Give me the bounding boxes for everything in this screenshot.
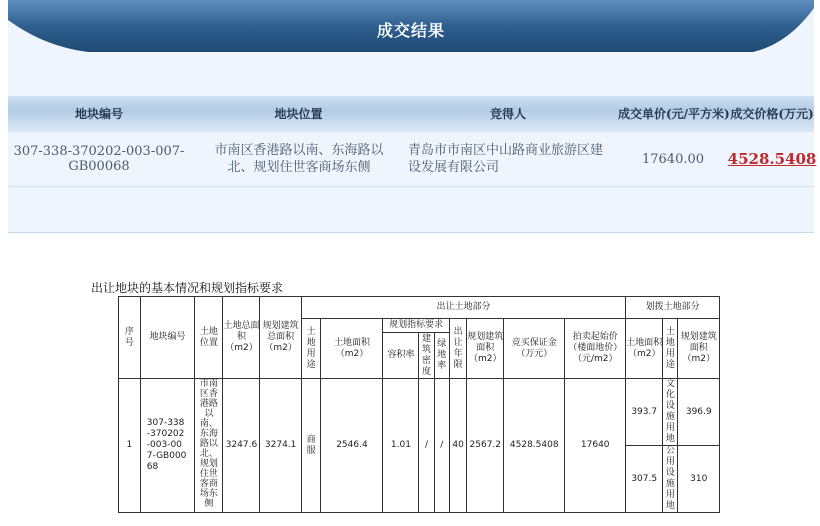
- td-location: 市南区香港路以南、东海路以北、规划住世客商场东侧: [195, 379, 223, 513]
- cell-unit-price: 17640.00: [641, 151, 705, 167]
- total-price-link[interactable]: 4528.5408: [727, 150, 817, 168]
- td-tr-land-use-2: 公用设施用地: [663, 446, 678, 513]
- th-green-ratio: 绿地率: [434, 333, 449, 379]
- header-unit-price: 成交单价(元/平方米): [618, 107, 730, 121]
- spec-table: [118, 296, 720, 513]
- panel-title: 成交结果: [376, 21, 445, 40]
- th-term: 出让年限: [449, 319, 466, 379]
- result-data-row: [8, 134, 817, 184]
- td-land-use: 商服: [301, 379, 321, 513]
- td-term: 40: [449, 379, 466, 513]
- td-deposit: 4528.5408: [504, 379, 565, 513]
- th-tr-land-use: 土地用途: [663, 319, 678, 379]
- th-tr-land-area: 土地面积（m2）: [626, 319, 663, 379]
- th-total-area: 土地总面积（m2）: [223, 297, 260, 379]
- spec-heading: 出让地块的基本情况和规划指标要求: [91, 281, 284, 295]
- cell-total-price[interactable]: [727, 134, 817, 184]
- th-planned-building-area: 规划建筑面积（m2）: [467, 319, 504, 379]
- cell-location: 市南区香港路以南、东海路以北、规划住世客商场东侧: [214, 143, 384, 175]
- td-seq: 1: [119, 379, 141, 513]
- td-green-ratio: /: [434, 379, 449, 513]
- row-divider: [8, 186, 814, 187]
- th-building-density: 建筑密度: [419, 333, 434, 379]
- cell-winner: 青岛市市南区中山路商业旅游区建设发展有限公司: [408, 143, 604, 175]
- th-planning-indicators: 规划指标要求: [383, 319, 449, 333]
- th-plot-ratio: 容积率: [383, 333, 419, 379]
- th-tr-building-area: 规划建筑面积（m2）: [678, 319, 720, 379]
- td-land-area: 2546.4: [321, 379, 383, 513]
- th-seq: 序号: [119, 297, 141, 379]
- td-tr-land-area-2: 307.5: [626, 446, 663, 513]
- th-land-area: 土地面积（m2）: [321, 319, 383, 379]
- td-tr-building-area-2: 310: [678, 446, 720, 513]
- th-land-use: 土地用途: [301, 319, 321, 379]
- td-tr-land-area-1: 393.7: [626, 379, 663, 446]
- td-planned-building-area: 2567.2: [467, 379, 504, 513]
- th-deposit: 竞买保证金（万元）: [504, 319, 565, 379]
- td-building-density: /: [419, 379, 434, 513]
- th-total-building-area: 规划建筑总面积（m2）: [260, 297, 301, 379]
- td-total-area: 3247.6: [223, 379, 260, 513]
- th-location: 土地位置: [195, 297, 223, 379]
- th-sold-part: 出让土地部分: [301, 297, 625, 319]
- panel-divider: [8, 232, 814, 233]
- header-parcel-no: 地块编号: [74, 107, 123, 121]
- header-location: 地块位置: [274, 107, 323, 121]
- th-parcel-no: 地块编号: [140, 297, 194, 379]
- header-winner: 竞得人: [489, 107, 526, 121]
- td-total-building-area: 3274.1: [260, 379, 301, 513]
- th-start-price: 拍卖起始价（楼面地价）（元/m2）: [565, 319, 626, 379]
- td-plot-ratio: 1.01: [383, 379, 419, 513]
- result-header-row: [8, 96, 814, 132]
- td-tr-building-area-1: 396.9: [678, 379, 720, 446]
- cell-parcel-no: 307-338-370202-003-007-GB00068: [13, 144, 185, 174]
- td-tr-land-use-1: 文化设施用地: [663, 379, 678, 446]
- header-total-price: 成交价格(万元): [730, 107, 814, 121]
- th-transfer-part: 划拨土地部分: [626, 297, 720, 319]
- td-parcel-no: 307-338-370202-003-007-GB00068: [140, 379, 194, 513]
- td-start-price: 17640: [565, 379, 626, 513]
